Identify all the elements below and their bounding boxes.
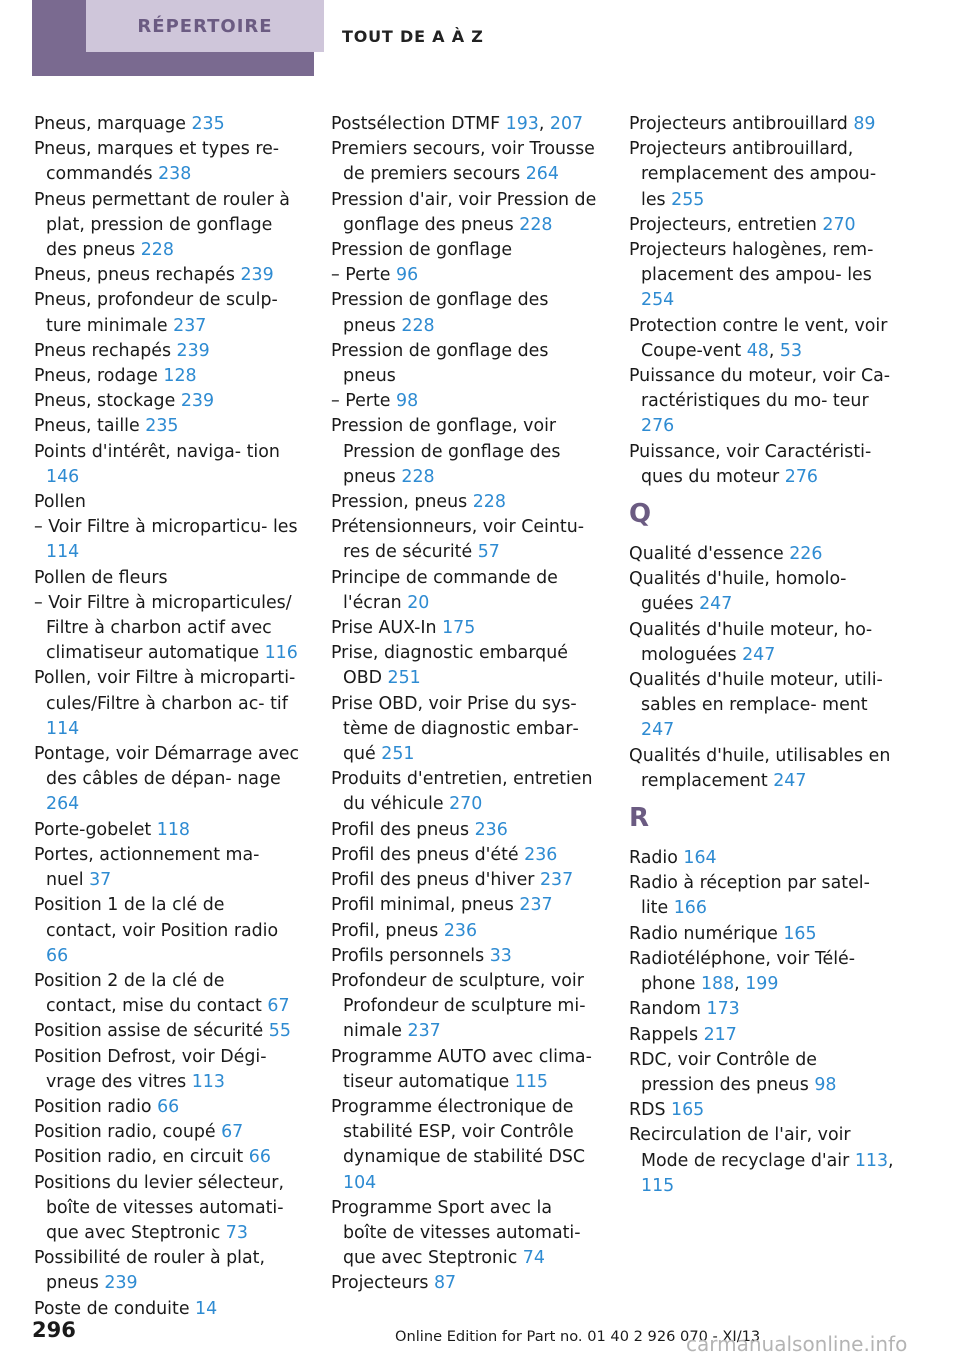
page-reference-link[interactable]: 14 — [195, 1298, 218, 1319]
index-entry — [34, 969, 300, 1019]
index-entry-term: Porte-gobelet — [34, 819, 157, 840]
index-subentry — [34, 591, 300, 667]
index-entry — [629, 1048, 895, 1098]
index-entry — [34, 1095, 300, 1120]
index-entry — [34, 1045, 300, 1095]
index-entry — [331, 868, 597, 893]
index-entry — [331, 566, 597, 616]
page-reference-link[interactable]: 247 — [773, 770, 807, 791]
page-reference-link[interactable]: 104 — [343, 1172, 377, 1193]
page-reference-link[interactable]: 239 — [176, 340, 210, 361]
index-entry-term: Radiotéléphone, voir Télé‐ phone — [629, 948, 856, 995]
index-entry-term: RDS — [629, 1100, 672, 1121]
index-entry-term: Position radio, en circuit — [34, 1147, 249, 1168]
index-entry — [331, 919, 597, 944]
index-entry — [331, 767, 597, 817]
tab-repertoire-label: RÉPERTOIRE — [137, 15, 273, 37]
page-reference-link[interactable]: 165 — [783, 923, 817, 944]
index-columns — [34, 112, 904, 1319]
page-ref-separator: , — [768, 340, 780, 361]
index-entry — [34, 263, 300, 288]
tab-repertoire-inner — [86, 0, 324, 52]
page-reference-link[interactable]: 98 — [396, 391, 419, 412]
index-entry-term: – Perte — [331, 391, 396, 412]
index-entry — [331, 969, 597, 1045]
index-entry-term: Position assise de sécurité — [34, 1021, 269, 1042]
index-entry-term: Produits d'entretien, entretien du véhicule — [331, 769, 593, 815]
index-entry-term: Position radio — [34, 1096, 158, 1117]
page-reference-link[interactable]: 237 — [519, 895, 553, 916]
index-entry-term: RDC, voir Contrôle de pression des pneus — [629, 1049, 817, 1095]
index-entry-term: Pression, pneus — [331, 492, 473, 513]
page-reference-link[interactable]: 114 — [46, 718, 80, 739]
index-entry-term: Random — [629, 999, 707, 1020]
index-entry-term: Pneus, marquage — [34, 114, 192, 134]
page-reference-link[interactable]: 128 — [163, 366, 197, 387]
index-entry-term: Projecteurs, entretien — [629, 214, 823, 235]
index-entry-term: Pollen, voir Filtre à microparti‐ cules/Filtre à charbon ac‐ tif — [34, 668, 296, 714]
page-reference-link[interactable]: 237 — [173, 315, 207, 336]
index-entry-term: – Perte — [331, 265, 396, 286]
index-entry — [331, 188, 597, 238]
index-entry-term: Qualités d'huile moteur, utili‐ sables en remplace‐ ment — [629, 670, 883, 716]
page-reference-link[interactable]: 235 — [191, 114, 225, 134]
index-entry — [331, 339, 597, 389]
page-reference-link[interactable]: 276 — [641, 416, 675, 437]
index-entry — [629, 112, 895, 137]
page-reference-link[interactable]: 251 — [387, 668, 421, 689]
header-tab-bar — [0, 0, 960, 78]
index-entry — [629, 567, 895, 617]
index-entry — [331, 893, 597, 918]
index-entry — [629, 1023, 895, 1048]
page-reference-link[interactable]: 239 — [180, 391, 215, 412]
page-reference-link[interactable]: 116 — [264, 643, 298, 664]
page-reference-link[interactable]: 228 — [401, 315, 435, 336]
index-entry — [331, 515, 597, 565]
page-reference-link[interactable]: 164 — [683, 848, 717, 869]
page-reference-link[interactable]: 228 — [472, 492, 506, 513]
page-reference-link[interactable]: 236 — [474, 819, 508, 840]
page-reference-link[interactable]: 276 — [784, 466, 818, 487]
index-entry-term: Recirculation de l'air, voir Mode de recyclage d'air — [629, 1125, 855, 1171]
page-reference-link[interactable]: 217 — [703, 1024, 737, 1045]
page-reference-link[interactable]: 66 — [157, 1096, 180, 1117]
index-entry-term: Principe de commande de l'écran — [331, 567, 558, 613]
index-entry-term: Profil des pneus d'hiver — [331, 870, 540, 891]
page-reference-link[interactable]: 175 — [442, 618, 476, 639]
index-entry-term: Profondeur de sculpture, voir Profondeur de sculpture mi‐ nimale — [331, 970, 586, 1042]
index-entry-term: Projecteurs halogènes, rem‐ placement des ampou‐ les — [629, 240, 874, 286]
index-entry — [34, 666, 300, 742]
index-entry — [34, 1145, 300, 1170]
index-entry — [34, 1246, 300, 1296]
index-entry-term: Pneus, pneus rechapés — [34, 265, 241, 286]
index-entry-term: Qualités d'huile moteur, ho‐ mologuées — [629, 619, 873, 665]
index-entry-term: Protection contre le vent, voir Coupe-vent — [629, 315, 888, 361]
index-entry — [629, 1123, 895, 1199]
page-reference-link[interactable]: 87 — [433, 1273, 457, 1294]
page-reference-link[interactable]: 166 — [673, 898, 707, 919]
index-entry-term: Position 2 de la clé de contact, mise du contact — [34, 970, 268, 1017]
index-entry-term: Prise AUX-In — [331, 618, 443, 639]
index-entry-term: Qualités d'huile, utilisables en remplacement — [629, 745, 891, 791]
page-reference-link[interactable]: 115 — [514, 1071, 548, 1092]
page-reference-link[interactable]: 239 — [104, 1273, 138, 1294]
page-reference-link[interactable]: 235 — [145, 416, 179, 437]
index-entry-term: Projecteurs — [331, 1273, 434, 1294]
index-entry-term: Projecteurs antibrouillard — [629, 114, 854, 134]
tab-repertoire[interactable] — [32, 0, 314, 76]
index-entry — [331, 490, 597, 515]
index-entry — [629, 846, 895, 871]
index-entry-term: Position radio, coupé — [34, 1122, 222, 1143]
index-entry — [34, 188, 300, 264]
page-number: 296 — [32, 1318, 76, 1342]
page-reference-link[interactable]: 113 — [854, 1150, 889, 1171]
page-reference-link[interactable]: 67 — [221, 1122, 244, 1143]
index-entry — [331, 112, 597, 137]
index-entry — [629, 137, 895, 213]
index-entry-term: Radio — [629, 848, 684, 869]
index-entry — [331, 1196, 597, 1272]
page-reference-link[interactable]: 33 — [489, 945, 512, 966]
index-entry-term: Pneus permettant de rouler à plat, pression de gonflage des pneus — [34, 189, 290, 261]
index-entry — [34, 288, 300, 338]
page-reference-link[interactable]: 255 — [671, 189, 705, 210]
page-reference-link[interactable]: 237 — [539, 870, 574, 891]
index-entry-term: Pression de gonflage des pneus — [331, 340, 549, 387]
page-reference-link[interactable]: 53 — [779, 340, 803, 361]
page-reference-link[interactable]: 188 — [700, 974, 735, 995]
index-entry-term: Qualités d'huile, homolo‐ guées — [629, 569, 847, 615]
index-entry — [629, 440, 895, 490]
index-entry-term: Pneus, taille — [34, 416, 146, 437]
index-letter-heading: Q — [629, 499, 652, 530]
index-entry — [331, 616, 597, 641]
index-entry-term: Pression de gonflage — [331, 240, 513, 261]
page-reference-link[interactable]: 236 — [524, 844, 558, 865]
index-entry-term: Projecteurs antibrouillard, remplacement des ampou‐ les — [629, 139, 877, 210]
index-entry — [34, 137, 300, 187]
page-reference-link[interactable]: 55 — [268, 1021, 291, 1042]
page-reference-link[interactable]: 247 — [641, 720, 675, 741]
index-entry — [629, 213, 895, 238]
page-reference-link[interactable]: 66 — [248, 1147, 271, 1168]
page-reference-link[interactable]: 146 — [46, 466, 80, 487]
index-entry-term: Pollen — [34, 492, 86, 513]
index-subentry — [331, 389, 597, 414]
index-entry — [629, 871, 895, 921]
index-entry-term: Puissance du moteur, voir Ca‐ ractéristiques du mo‐ teur — [629, 366, 891, 412]
index-entry — [331, 692, 597, 768]
index-entry — [34, 742, 300, 818]
index-entry-term: Pression d'air, voir Pression de gonflage des pneus — [331, 189, 597, 235]
index-entry — [34, 389, 300, 414]
index-entry — [34, 364, 300, 389]
page-reference-link[interactable]: 118 — [156, 819, 190, 840]
index-entry-term: Pneus, stockage — [34, 391, 181, 412]
page-reference-link[interactable]: 238 — [158, 164, 192, 185]
page-reference-link[interactable]: 228 — [140, 240, 174, 261]
watermark: carmanualsonline.info — [686, 1332, 908, 1356]
index-entry-term: Prise OBD, voir Prise du sys‐ tème de diagnostic embar‐ qué — [331, 693, 579, 765]
page-reference-link[interactable]: 236 — [443, 920, 478, 941]
index-entry-term: Position 1 de la clé de contact, voir Position radio — [34, 895, 279, 941]
index-entry-term: Prétensionneurs, voir Ceintu‐ res de sécurité — [331, 517, 585, 563]
index-entry-term: Radio à réception par satel‐ lite — [629, 873, 870, 919]
page-ref-separator: , — [734, 974, 746, 995]
page-reference-link[interactable]: 48 — [746, 340, 769, 361]
index-entry — [331, 288, 597, 338]
index-entry — [34, 566, 300, 591]
page-reference-link[interactable]: 228 — [519, 214, 553, 235]
page-reference-link[interactable]: 239 — [240, 265, 274, 286]
page-reference-link[interactable]: 228 — [401, 466, 435, 487]
page-reference-link[interactable]: 96 — [396, 265, 419, 286]
index-entry — [34, 490, 300, 515]
page-reference-link[interactable]: 66 — [46, 945, 69, 966]
index-entry — [331, 818, 597, 843]
page-ref-separator: , — [888, 1150, 894, 1171]
page-reference-link[interactable]: 193 — [505, 114, 539, 134]
index-subentry — [331, 263, 597, 288]
index-entry — [629, 947, 895, 997]
index-entry — [331, 414, 597, 490]
index-entry-term: Pression de gonflage, voir Pression de gonflage des pneus — [331, 416, 561, 487]
page-reference-link[interactable]: 247 — [742, 644, 776, 665]
index-entry-term: Profil, pneus — [331, 920, 444, 941]
index-entry-term: Profil des pneus d'été — [331, 844, 525, 865]
index-entry — [629, 922, 895, 947]
index-entry-term: Pollen de fleurs — [34, 567, 168, 588]
index-entry — [629, 618, 895, 668]
index-entry — [34, 339, 300, 364]
page-reference-link[interactable]: 226 — [789, 544, 823, 565]
index-entry-term: Pression de gonflage des pneus — [331, 290, 549, 336]
index-entry — [34, 1120, 300, 1145]
page-reference-link[interactable]: 264 — [525, 164, 559, 185]
page-reference-link[interactable]: 264 — [46, 794, 80, 815]
page-reference-link[interactable]: 173 — [706, 999, 740, 1020]
edition-text: Online Edition for Part no. 01 40 2 926 070 - XI/13 — [395, 1328, 761, 1345]
index-entry — [34, 414, 300, 439]
index-entry-term: Programme AUTO avec clima‐ tiseur automatique — [331, 1046, 592, 1092]
page-ref-separator: , — [538, 114, 550, 134]
index-entry-term: Pneus, profondeur de sculp‐ ture minimale — [34, 290, 278, 336]
page-reference-link[interactable]: 247 — [699, 594, 733, 615]
index-entry-term: Rappels — [629, 1024, 704, 1045]
index-entry — [629, 997, 895, 1022]
index-entry — [331, 238, 597, 263]
index-entry — [629, 1098, 895, 1123]
index-entry — [34, 843, 300, 893]
index-entry-term: Profils personnels — [331, 945, 490, 966]
index-entry-term: Premiers secours, voir Trousse de premiers secours — [331, 139, 595, 185]
page-reference-link[interactable]: 113 — [191, 1071, 225, 1092]
index-entry — [331, 1271, 597, 1296]
page-reference-link[interactable]: 199 — [745, 974, 779, 995]
index-entry-term: Pneus, rodage — [34, 366, 164, 387]
tab-tout-de-a-a-z-label: TOUT DE A À Z — [342, 26, 484, 46]
page-reference-link[interactable]: 270 — [822, 214, 856, 235]
page-reference-link[interactable]: 57 — [477, 542, 500, 563]
index-column-3 — [629, 112, 895, 1199]
index-entry — [629, 542, 895, 567]
index-entry — [331, 1095, 597, 1196]
index-entry — [331, 843, 597, 868]
page-reference-link[interactable]: 207 — [549, 114, 584, 134]
page-reference-link[interactable]: 73 — [225, 1222, 248, 1243]
page-reference-link[interactable]: 89 — [853, 114, 876, 134]
index-entry — [34, 818, 300, 843]
tab-tout-de-a-a-z[interactable] — [342, 0, 484, 72]
page-reference-link[interactable]: 115 — [641, 1175, 675, 1196]
index-entry — [629, 744, 895, 794]
index-entry-term: Possibilité de rouler à plat, pneus — [34, 1248, 266, 1294]
index-entry — [34, 1019, 300, 1044]
index-entry — [629, 314, 895, 364]
index-entry — [34, 440, 300, 490]
page-reference-link[interactable]: 237 — [407, 1021, 441, 1042]
index-entry-term: Postsélection DTMF — [331, 114, 506, 134]
index-entry — [34, 893, 300, 969]
index-entry-term: Radio numérique — [629, 923, 784, 944]
index-entry-term: Profil des pneus — [331, 819, 475, 840]
index-entry-term: Prise, diagnostic embarqué OBD — [331, 643, 568, 689]
page-reference-link[interactable]: 270 — [449, 794, 483, 815]
page-reference-link[interactable]: 20 — [407, 592, 430, 613]
page-reference-link[interactable]: 98 — [814, 1074, 837, 1095]
page-reference-link[interactable]: 114 — [46, 542, 80, 563]
index-entry — [629, 238, 895, 314]
page-reference-link[interactable]: 37 — [89, 870, 112, 891]
index-entry-term: Profil minimal, pneus — [331, 895, 520, 916]
index-entry-term: – Voir Filtre à microparticules/ Filtre à charbon actif avec climatiseur automatique — [34, 592, 292, 664]
page-reference-link[interactable]: 251 — [381, 744, 415, 765]
index-entry — [331, 944, 597, 969]
index-entry — [34, 1171, 300, 1247]
index-entry — [331, 641, 597, 691]
page-reference-link[interactable]: 74 — [522, 1248, 545, 1269]
index-entry-term: Portes, actionnement ma‐ nuel — [34, 844, 260, 891]
index-entry — [629, 364, 895, 440]
index-column-2 — [331, 112, 597, 1297]
index-entry-term: Pontage, voir Démarrage avec des câbles de dépan‐ nage — [34, 744, 300, 790]
index-entry — [34, 112, 300, 137]
index-entry-term: Programme Sport avec la boîte de vitesses automati‐ que avec Steptronic — [331, 1197, 581, 1269]
index-entry-term: Points d'intérêt, naviga‐ tion — [34, 441, 280, 462]
page-reference-link[interactable]: 165 — [671, 1100, 705, 1121]
index-letter-heading: R — [629, 803, 650, 834]
index-column-1 — [34, 112, 300, 1322]
index-entry-term: Qualité d'essence — [629, 544, 790, 565]
index-entry — [331, 137, 597, 187]
index-entry-term: Programme électronique de stabilité ESP, voir Contrôle dynamique de stabilité DSC — [331, 1096, 586, 1168]
index-entry-term: Pneus rechapés — [34, 340, 177, 361]
index-entry-term: Position Defrost, voir Dégi‐ vrage des vitres — [34, 1046, 267, 1092]
index-subentry — [34, 515, 300, 565]
index-entry-term: – Voir Filtre à microparticu‐ les — [34, 517, 298, 538]
index-entry-term: Positions du levier sélecteur, boîte de vitesses automati‐ que avec Steptronic — [34, 1172, 284, 1243]
page-reference-link[interactable]: 67 — [267, 996, 290, 1017]
index-entry-term: Pneus, marques et types re‐ commandés — [34, 139, 280, 185]
index-entry-term: Puissance, voir Caractéristi‐ ques du moteur — [629, 441, 872, 487]
index-entry — [629, 668, 895, 744]
index-entry — [331, 1045, 597, 1095]
index-entry-term: Poste de conduite — [34, 1298, 196, 1319]
page-reference-link[interactable]: 254 — [641, 290, 675, 311]
